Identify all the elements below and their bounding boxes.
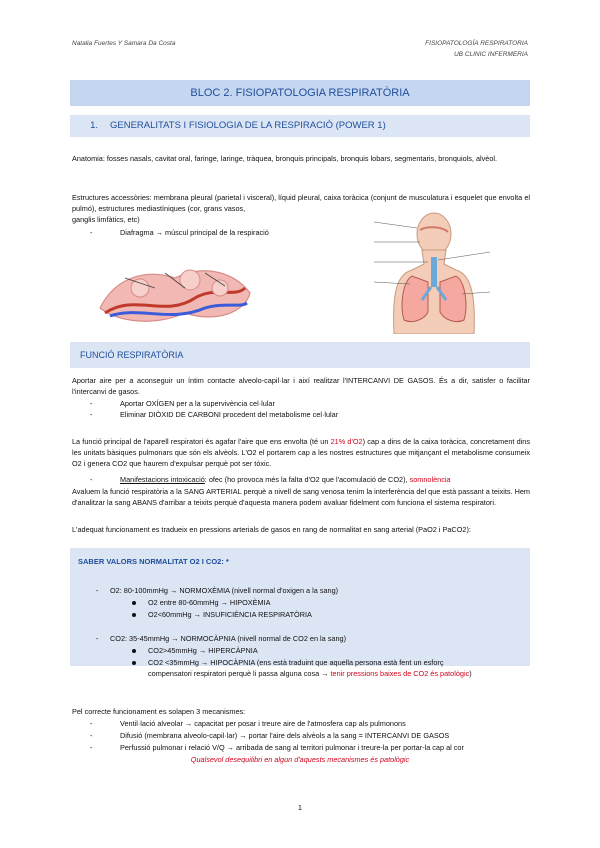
- bloc-title: BLOC 2. FISIOPATOLOGIA RESPIRATÒRIA: [70, 80, 530, 106]
- page-number: 1: [297, 803, 303, 812]
- manifestacions-label: Manifestacions intoxicació: [120, 475, 205, 484]
- respiratory-system-figure: [372, 212, 492, 334]
- header-course-line2: UB CLINIC INFERMERIA: [453, 51, 528, 58]
- sang-arterial-paragraph: Avaluem la funció respiratòria a la SANG ARTERIAL perquè a nivell de sang venosa tenim la interferència del que està passant a teixits. Hem d'analitzar la sang ABANS d'arribar a teixits perquè d'aquesta manera podem avaluar fidelment com funciona el sistema respiratori.: [72, 487, 530, 507]
- funcio-title: FUNCIÓ RESPIRATÒRIA: [80, 350, 184, 360]
- pressions-paragraph: L'adequat funcionament es tradueix en pressions arterials de gasos en rang de normalitat en sang arterial (PaO2 i PaCO2):: [72, 525, 471, 534]
- oxygen-percentage: 21% d'O2: [330, 437, 363, 446]
- funcio-principal-paragraph: La funció principal de l'aparell respiratori és agafar l'aire que ens envolta (té un 21% d'O2) cap a dins de la caixa toràcica, concretament dins les unitats bàsiques pulmonars que són els alvèols. L'O2 el portarem cap a les nostres estructures que mitjançant el metabolisme consumeix O2 i genera CO2 que haurem d'expulsar perquè pot ser tòxic.: [72, 437, 530, 468]
- desequilibri-note: Qualsevol desequilibri en algun d'aquests mecanismes és patològic: [190, 755, 410, 764]
- co2-normal-item: - CO2: 35-45mmHg → NORMOCÀPNIA (nivell normal de CO2 en la sang): [96, 634, 347, 643]
- diafragma-text: Diafragma → múscul principal de la respiració: [120, 228, 269, 237]
- co2-hypocapnia-item: CO2 <35mmHg → HIPOCÀPNIA (ens està traduint que aquella persona està fent un esforç: [148, 658, 444, 667]
- estructures-paragraph-cont: ganglis limfàtics, etc): [72, 215, 140, 224]
- o2-insufficiency-item: O2<60mmHg → INSUFICIÈNCIA RESPIRATÒRIA: [148, 610, 312, 619]
- co2-hypocapnia-item-cont: compensatori respiratori perquè li passa alguna cosa → tenir pressions baixes de CO2 és patològic): [148, 669, 472, 678]
- header-course-line1: FISIOPATOLOGÍA RESPIRATORIA: [425, 40, 528, 47]
- header-authors: Natalia Fuertes Y Samara Da Costa: [72, 40, 176, 47]
- funcio-item-text: Eliminar DIÒXID DE CARBONI procedent del metabolisme cel·lular: [120, 410, 339, 419]
- anatomia-paragraph: Anatomia: fosses nasals, cavitat oral, faringe, laringe, tràquea, bronquis principals, bronquis lobars, segmentaris, bronquiols, alvèol.: [72, 154, 498, 163]
- o2-normal-item: - O2: 80-100mmHg → NORMOXÈMIA (nivell normal d'oxigen a la sang): [96, 586, 339, 595]
- mecanismes-intro: Pel correcte funcionament es solapen 3 mecanismes:: [72, 707, 246, 716]
- somnolencia-text: somnolència: [409, 475, 451, 484]
- header-course: [425, 38, 528, 60]
- estructures-paragraph: Estructures accessòries: membrana pleural (parietal i visceral), líquid pleural, caixa toràcica (conjunt de musculatura i esquelet que envolta el pulmó), estructures mediastíniques (cor, grans vasos,: [72, 193, 530, 213]
- section-title: [70, 115, 530, 137]
- hypocapnia-pathologic-note: tenir pressions baixes de CO2 és patològic: [330, 669, 470, 678]
- alveoli-illustration: [95, 258, 255, 328]
- funcio-item-text: Aportar OXÍGEN per a la supervivència cel·lular: [120, 399, 275, 408]
- section-title-text: GENERALITATS I FISIOLOGIA DE LA RESPIRACIÓ (POWER 1): [110, 120, 386, 131]
- funcio-paragraph: Aportar aire per a aconseguir un íntim contacte alveolo-capil·lar i així realitzar l'INTERCANVI DE GASOS. És a dir, satisfer o facilitar l'intercanvi de gasos.: [72, 376, 530, 396]
- section-number: 1.: [90, 120, 98, 131]
- normal-values-title: SABER VALORS NORMALITAT O2 I CO2: *: [78, 557, 229, 566]
- o2-hypoxemia-item: O2 entre 80-60mmHg → HIPOXÈMIA: [148, 598, 271, 607]
- co2-hypercapnia-item: CO2>45mmHg → HIPERCÀPNIA: [148, 646, 258, 655]
- funcio-respiratoria-header: [70, 342, 530, 368]
